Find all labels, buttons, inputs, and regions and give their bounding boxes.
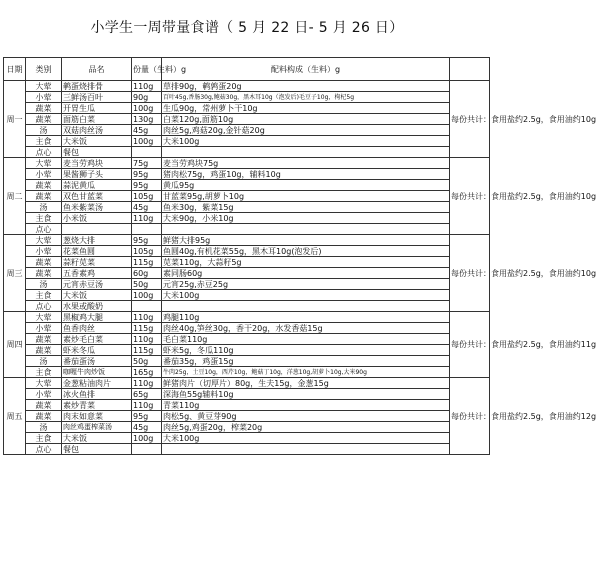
portion-cell: 100g [132,290,162,301]
portion-cell: 110g [132,400,162,411]
portion-cell: 165g [132,367,162,378]
portion-cell: 110g [132,312,162,323]
oil-salt-note: 每份共计：食用盐约2.5g，食用油约10g [450,81,490,158]
dish-cell: 鱼香肉丝 [62,323,132,334]
menu-row [4,301,490,312]
day-label: 周四 [4,312,26,378]
ingredients-cell: 苋菜110g，大蒜籽5g [162,257,450,268]
portion-cell: 110g [132,213,162,224]
dish-cell: 果酱狮子头 [62,169,132,180]
portion-cell: 130g [132,114,162,125]
menu-row [4,411,490,422]
ingredients-cell: 鱼米30g，紫菜15g [162,202,450,213]
category-cell: 大荤 [26,158,62,169]
category-cell: 小荤 [26,169,62,180]
menu-row [4,81,490,92]
category-cell: 点心 [26,301,62,312]
portion-cell: 95g [132,169,162,180]
menu-row [4,268,490,279]
portion-cell: 105g [132,246,162,257]
ingredients-cell: 肉丝40g,笋丝30g，香干20g，水发香菇15g [162,323,450,334]
category-cell: 点心 [26,224,62,235]
dish-cell: 大米饭 [62,433,132,444]
portion-cell: 75g [132,158,162,169]
dish-cell: 咖喱牛肉炒饭 [62,367,132,378]
portion-cell: 110g [132,81,162,92]
dish-cell: 肉丝鸡蛋榨菜汤 [62,422,132,433]
menu-row [4,202,490,213]
menu-row [4,158,490,169]
category-cell: 点心 [26,147,62,158]
category-cell: 蔬菜 [26,114,62,125]
ingredients-cell: 牛肉25g，土豆10g，西芹10g，鲍菇丁10g，洋葱10g,胡萝卜10g,大米90g [162,367,450,378]
ingredients-cell: 番茄35g，鸡蛋15g [162,356,450,367]
ingredients-cell: 肉丝5g,鸡蛋20g，榨菜20g [162,422,450,433]
menu-row [4,389,490,400]
portion-cell: 45g [132,125,162,136]
header-portion: 份量（生料）g [132,58,162,81]
ingredients-cell: 深海鱼55g辅料10g [162,389,450,400]
ingredients-cell: 麦当劳鸡块75g [162,158,450,169]
category-cell: 蔬菜 [26,334,62,345]
category-cell: 小荤 [26,92,62,103]
dish-cell: 麦当劳鸡块 [62,158,132,169]
category-cell: 大荤 [26,81,62,92]
portion-cell: 65g [132,389,162,400]
menu-row [4,114,490,125]
portion-cell: 50g [132,279,162,290]
category-cell: 蔬菜 [26,103,62,114]
header-date: 日期 [4,58,26,81]
ingredients-cell: 虾米5g，冬瓜110g [162,345,450,356]
oil-salt-note: 每份共计：食用盐约2.5g，食用油约12g [450,378,490,455]
portion-cell [132,444,162,455]
category-cell: 主食 [26,433,62,444]
portion-cell: 45g [132,422,162,433]
day-label: 周三 [4,235,26,312]
portion-cell [132,147,162,158]
portion-cell: 95g [132,235,162,246]
category-cell: 汤 [26,202,62,213]
category-cell: 蔬菜 [26,191,62,202]
menu-row [4,191,490,202]
portion-cell: 100g [132,103,162,114]
dish-cell: 面筋白菜 [62,114,132,125]
dish-cell: 双菇肉丝汤 [62,125,132,136]
day-label: 周一 [4,81,26,158]
category-cell: 大荤 [26,378,62,389]
menu-row [4,246,490,257]
menu-row [4,279,490,290]
menu-row [4,136,490,147]
dish-cell: 葱烧大排 [62,235,132,246]
category-cell: 蔬菜 [26,180,62,191]
category-cell: 小荤 [26,323,62,334]
menu-row [4,290,490,301]
ingredients-cell: 大米100g [162,136,450,147]
day-label: 周二 [4,158,26,235]
dish-cell: 蒜泥黄瓜 [62,180,132,191]
portion-cell: 50g [132,356,162,367]
dish-cell: 花菜鱼圆 [62,246,132,257]
menu-row [4,345,490,356]
menu-row [4,378,490,389]
dish-cell: 鹌蛋烧排骨 [62,81,132,92]
category-cell: 点心 [26,444,62,455]
day-label: 周五 [4,378,26,455]
ingredients-cell: 鲜猪肉片（切厚片）80g，生夫15g，金葱15g [162,378,450,389]
dish-cell: 鱼米紫菜汤 [62,202,132,213]
dish-cell [62,224,132,235]
header-oil-salt [450,58,490,81]
portion-cell: 60g [132,268,162,279]
menu-row [4,224,490,235]
dish-cell: 水果或酸奶 [62,301,132,312]
weekly-menu-table [3,57,596,455]
category-cell: 大荤 [26,235,62,246]
category-cell: 汤 [26,422,62,433]
menu-row [4,433,490,444]
category-cell: 汤 [26,125,62,136]
ingredients-cell: 毛白菜110g [162,334,450,345]
menu-row [4,257,490,268]
category-cell: 小荤 [26,389,62,400]
portion-cell: 110g [132,378,162,389]
dish-cell: 小米饭 [62,213,132,224]
category-cell: 主食 [26,136,62,147]
portion-cell: 105g [132,191,162,202]
ingredients-cell: 草排90g，鹌鹑蛋20g [162,81,450,92]
dish-cell: 餐包 [62,147,132,158]
category-cell: 主食 [26,290,62,301]
portion-cell: 110g [132,334,162,345]
ingredients-cell: 青菜110g [162,400,450,411]
dish-cell: 三鲜汤百叶 [62,92,132,103]
dish-cell: 素炒毛白菜 [62,334,132,345]
portion-cell [132,301,162,312]
menu-row [4,312,490,323]
ingredients-cell: 百叶45g,香肠30g,鲍菇30g，黑木耳10g（泡发后)毛豆子10g，枸杞5g [162,92,450,103]
menu-row [4,400,490,411]
ingredients-cell: 肉丝5g,鸡菇20g,金针菇20g [162,125,450,136]
portion-cell [132,224,162,235]
ingredients-cell: 素同肠60g [162,268,450,279]
dish-cell: 五香素鸡 [62,268,132,279]
category-cell: 主食 [26,213,62,224]
menu-row [4,180,490,191]
menu-row [4,125,490,136]
menu-row [4,235,490,246]
dish-cell: 餐包 [62,444,132,455]
portion-cell: 45g [132,202,162,213]
portion-cell: 115g [132,323,162,334]
oil-salt-note: 每份共计：食用盐约2.5g，食用油约11g [450,312,490,378]
dish-cell: 肉末如意菜 [62,411,132,422]
category-cell: 小荤 [26,246,62,257]
ingredients-cell [162,444,450,455]
menu-row [4,92,490,103]
dish-cell: 冰火鱼排 [62,389,132,400]
header-dish: 品名 [62,58,132,81]
ingredients-cell: 肉松5g、黄豆芽90g [162,411,450,422]
category-cell: 汤 [26,279,62,290]
category-cell: 蔬菜 [26,400,62,411]
ingredients-cell [162,147,450,158]
ingredients-cell: 甘蓝菜95g,胡萝卜10g [162,191,450,202]
menu-row [4,444,490,455]
dish-cell: 元宵赤豆汤 [62,279,132,290]
portion-cell: 100g [132,136,162,147]
category-cell: 汤 [26,356,62,367]
menu-row [4,169,490,180]
menu-row [4,103,490,114]
header-category: 类别 [26,58,62,81]
portion-cell: 100g [132,433,162,444]
dish-cell: 开胃生瓜 [62,103,132,114]
category-cell: 主食 [26,367,62,378]
dish-cell: 双色甘蓝菜 [62,191,132,202]
ingredients-cell [162,301,450,312]
oil-salt-note: 每份共计：食用盐约2.5g，食用油约10g [450,158,490,235]
oil-salt-note: 每份共计：食用盐约2.5g，食用油约10g [450,235,490,312]
ingredients-cell: 元宵25g,赤豆25g [162,279,450,290]
category-cell: 蔬菜 [26,268,62,279]
menu-row [4,334,490,345]
menu-row [4,323,490,334]
category-cell: 蔬菜 [26,345,62,356]
category-cell: 蔬菜 [26,257,62,268]
page-title: 小学生一周带量食谱（ 5 月 22 日- 5 月 26 日） [90,20,404,36]
ingredients-cell: 鲜猪大排95g [162,235,450,246]
menu-row [4,422,490,433]
portion-cell: 90g [132,92,162,103]
dish-cell: 大米饭 [62,290,132,301]
dish-cell: 虾米冬瓜 [62,345,132,356]
portion-cell: 115g [132,257,162,268]
header-ingredients: 配料构成（生料）g [162,58,450,81]
ingredients-cell: 大米90g，小米10g [162,213,450,224]
ingredients-cell: 大米100g [162,433,450,444]
header-row [4,58,490,81]
ingredients-cell: 鱼圆40g,有机花菜55g，黑木耳10g(泡发后) [162,246,450,257]
category-cell: 蔬菜 [26,411,62,422]
dish-cell: 黑椒鸡大腿 [62,312,132,323]
portion-cell: 95g [132,180,162,191]
dish-cell: 素炒青菜 [62,400,132,411]
ingredients-cell [162,224,450,235]
menu-row [4,367,490,378]
ingredients-cell: 白菜120g,面筋10g [162,114,450,125]
dish-cell: 金葱粘油肉片 [62,378,132,389]
portion-cell: 115g [132,345,162,356]
ingredients-cell: 猪肉松75g，鸡蛋10g，辅料10g [162,169,450,180]
menu-row [4,356,490,367]
ingredients-cell: 黄瓜95g [162,180,450,191]
portion-cell: 95g [132,411,162,422]
ingredients-cell: 大米100g [162,290,450,301]
menu-row [4,147,490,158]
dish-cell: 大米饭 [62,136,132,147]
dish-cell: 番茄蛋汤 [62,356,132,367]
ingredients-cell: 鸡腿110g [162,312,450,323]
dish-cell: 蒜籽苋菜 [62,257,132,268]
menu-row [4,213,490,224]
category-cell: 大荤 [26,312,62,323]
ingredients-cell: 生瓜90g，常州萝卜干10g [162,103,450,114]
